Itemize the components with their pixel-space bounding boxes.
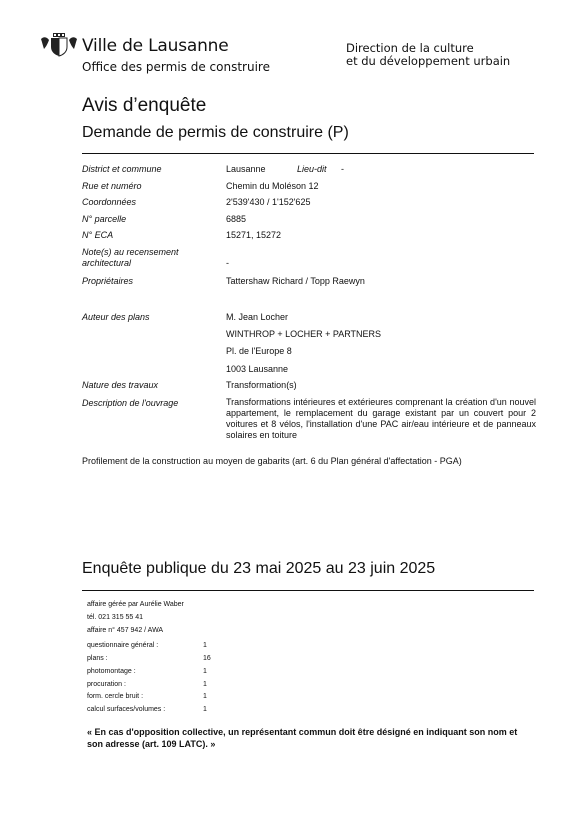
document-count: 1	[203, 668, 207, 675]
district-value: Lausanne	[226, 164, 266, 174]
page-subtitle: Demande de permis de construire (P)	[82, 124, 349, 141]
affaire-number: affaire n° 457 942 / AWA	[87, 627, 164, 634]
office-name: Office des permis de construire	[82, 60, 270, 74]
rue-value: Chemin du Moléson 12	[226, 181, 319, 191]
note-label-line-1: Note(s) au recensement	[82, 247, 179, 257]
rue-label: Rue et numéro	[82, 181, 142, 191]
eca-label: N° ECA	[82, 230, 114, 240]
document-count: 16	[203, 655, 211, 662]
lieu-dit-label: Lieu-dit	[297, 164, 327, 174]
coord-label: Coordonnées	[82, 197, 137, 207]
parcelle-label: N° parcelle	[82, 214, 127, 224]
document-count: 1	[203, 706, 207, 713]
nature-value: Transformation(s)	[226, 380, 297, 390]
lausanne-coat-of-arms-logo	[40, 33, 78, 62]
auteur-line: 1003 Lausanne	[226, 364, 289, 374]
proprietaires-value: Tattershaw Richard / Topp Raewyn	[226, 276, 365, 286]
note-label	[82, 247, 179, 269]
affaire-geree: affaire gérée par Aurélie Waber	[87, 601, 184, 608]
auteur-line: WINTHROP + LOCHER + PARTNERS	[226, 329, 382, 339]
opposition-note: « En cas d'opposition collective, un représentant commun doit être désigné en indiquant son nom et son adresse (art. 109 LATC). »	[87, 727, 518, 749]
note-value: -	[226, 258, 229, 268]
direction-name	[346, 42, 510, 68]
proprietaires-label: Propriétaires	[82, 276, 134, 286]
description-value: Transformations intérieures et extérieures comprenant la création d'un nouvel appartement, le remplacement du garage existant par un couvert pour 2 voitures et 8 vélos, l'installation d'une PAC air/eau intérieure et de panneaux solaires en toiture	[226, 397, 536, 440]
auteur-line: M. Jean Locher	[226, 312, 289, 322]
document-label: photomontage :	[87, 668, 136, 675]
profilement-text: Profilement de la construction au moyen de gabarits (art. 6 du Plan général d'affectation - PGA)	[82, 456, 462, 466]
eca-value: 15271, 15272	[226, 230, 282, 240]
city-name: Ville de Lausanne	[82, 36, 229, 56]
description-label: Description de l'ouvrage	[82, 398, 179, 408]
document-label: form. cercle bruit :	[87, 693, 144, 700]
note-label-line-2: architectural	[82, 258, 132, 268]
document-label: calcul surfaces/volumes :	[87, 706, 166, 713]
nature-label: Nature des travaux	[82, 380, 159, 390]
district-label: District et commune	[82, 164, 162, 174]
document-label: questionnaire général :	[87, 642, 159, 649]
document-count: 1	[203, 681, 207, 688]
document-label: plans :	[87, 655, 108, 662]
enquete-title: Enquête publique du 23 mai 2025 au 23 juin 2025	[82, 560, 436, 577]
document-label: procuration :	[87, 681, 126, 688]
page-title: Avis d’enquête	[82, 95, 207, 116]
direction-line-1: Direction de la culture	[346, 41, 474, 55]
divider	[82, 153, 534, 154]
parcelle-value: 6885	[226, 214, 247, 224]
auteur-line: Pl. de l'Europe 8	[226, 346, 292, 356]
lieu-dit-value: -	[341, 164, 344, 174]
direction-line-2: et du développement urbain	[346, 54, 511, 68]
auteur-label: Auteur des plans	[82, 312, 150, 322]
divider	[82, 590, 534, 591]
document-count: 1	[203, 642, 207, 649]
document-count: 1	[203, 693, 207, 700]
telephone: tél. 021 315 55 41	[87, 614, 144, 621]
coord-value: 2'539'430 / 1'152'625	[226, 197, 311, 207]
